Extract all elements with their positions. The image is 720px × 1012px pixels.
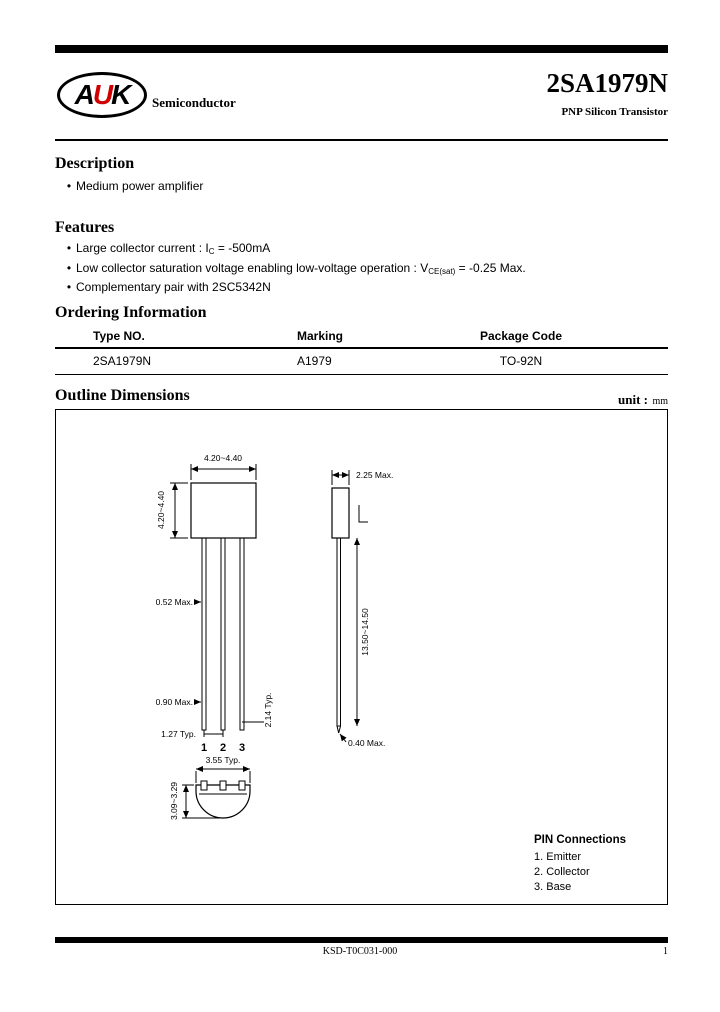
feature-item <box>62 261 526 276</box>
company-name: Semiconductor <box>152 95 236 110</box>
top-rule-bar <box>55 45 668 53</box>
features-list <box>62 241 526 299</box>
dim-left-height: 4.20~4.40 <box>156 490 166 530</box>
features-heading: Features <box>55 219 115 236</box>
feature-text: Large collector current : I <box>76 241 209 255</box>
dim-lead-length: 13.50~14.50 <box>360 608 370 656</box>
ordering-cell-package: TO-92N <box>499 354 543 368</box>
ordering-cell-type: 2SA1979N <box>93 354 152 368</box>
bottom-pin-2 <box>220 781 226 790</box>
pin-connection-item: 1. Emitter <box>534 851 582 863</box>
ordering-cell-marking: A1979 <box>297 354 332 368</box>
pin-connections-title: PIN Connections <box>534 834 627 846</box>
ordering-table-rule-top <box>55 347 668 349</box>
bullet-glyph: • <box>66 179 72 193</box>
pin-connection-item: 2. Collector <box>534 866 590 878</box>
unit-value: mm <box>652 396 668 407</box>
bottom-rule-bar <box>55 937 668 943</box>
dim-lead-width: 0.52 Max. <box>155 597 193 607</box>
auk-logo <box>57 72 147 118</box>
dim-top-width: 4.20~4.40 <box>203 453 243 463</box>
feature-text: Complementary pair with 2SC5342N <box>76 280 271 294</box>
feature-text: Low collector saturation voltage enabling low-voltage operation : V <box>76 260 429 275</box>
bullet-glyph: • <box>66 260 72 275</box>
outline-drawing-box <box>55 409 668 905</box>
part-subtitle: PNP Silicon Transistor <box>561 106 668 118</box>
side-lead-tip <box>337 726 341 733</box>
side-body <box>332 488 349 538</box>
description-item-text: Medium power amplifier <box>76 179 204 193</box>
feature-item <box>62 241 526 256</box>
side-lead <box>337 538 341 726</box>
feature-subscript: CE(sat) <box>428 266 456 276</box>
dim-bottom-width: 3.55 Typ. <box>205 755 241 765</box>
description-item <box>62 179 203 193</box>
unit-label: unit : <box>618 392 648 407</box>
unit-indicator <box>500 391 668 409</box>
header-divider <box>55 139 668 141</box>
dim-body-depth: 2.25 Max. <box>356 470 394 480</box>
pin-number-1: 1 <box>200 742 208 754</box>
outline-drawing <box>56 410 667 904</box>
logo-letter-k: K <box>111 79 130 110</box>
lead-form-mark <box>359 505 368 522</box>
dim-lead-thick: 0.90 Max. <box>155 697 193 707</box>
pin-number-2: 2 <box>219 742 227 754</box>
ordering-header-type: Type NO. <box>93 329 145 343</box>
feature-text: = -500mA <box>214 241 271 255</box>
feature-subscript: C <box>208 247 215 256</box>
page-number: 1 <box>663 946 668 957</box>
description-heading: Description <box>55 155 135 172</box>
description-list <box>62 179 203 198</box>
dim-bottom-depth: 3.09~3.29 <box>169 781 179 821</box>
front-lead-3 <box>240 538 244 730</box>
front-lead-2 <box>221 538 225 730</box>
outline-heading: Outline Dimensions <box>55 387 190 404</box>
bottom-pin-1 <box>201 781 207 790</box>
ordering-heading: Ordering Information <box>55 304 207 321</box>
ordering-header-package: Package Code <box>479 329 563 343</box>
pin-connections <box>534 834 626 896</box>
bullet-glyph: • <box>66 241 72 255</box>
front-lead-1 <box>202 538 206 730</box>
bullet-glyph: • <box>66 280 72 294</box>
dim-pitch: 1.27 Typ. <box>161 729 196 739</box>
front-body <box>191 483 256 538</box>
pin-connection-item: 3. Base <box>534 881 572 893</box>
dim-pitch2: 2.14 Typ. <box>263 692 273 728</box>
feature-item <box>62 280 526 294</box>
document-code: KSD-T0C031-000 <box>322 946 398 957</box>
pin-number-3: 3 <box>238 742 246 754</box>
ordering-table-rule-bottom <box>55 374 668 375</box>
ordering-header-marking: Marking <box>297 329 344 343</box>
dim-lead-dia: 0.40 Max. <box>348 738 386 748</box>
bottom-pin-3 <box>239 781 245 790</box>
feature-text: = -0.25 Max. <box>455 260 526 275</box>
part-number: 2SA1979N <box>546 68 668 98</box>
logo-letter-a: A <box>74 79 93 110</box>
logo-letter-u: U <box>92 79 112 110</box>
